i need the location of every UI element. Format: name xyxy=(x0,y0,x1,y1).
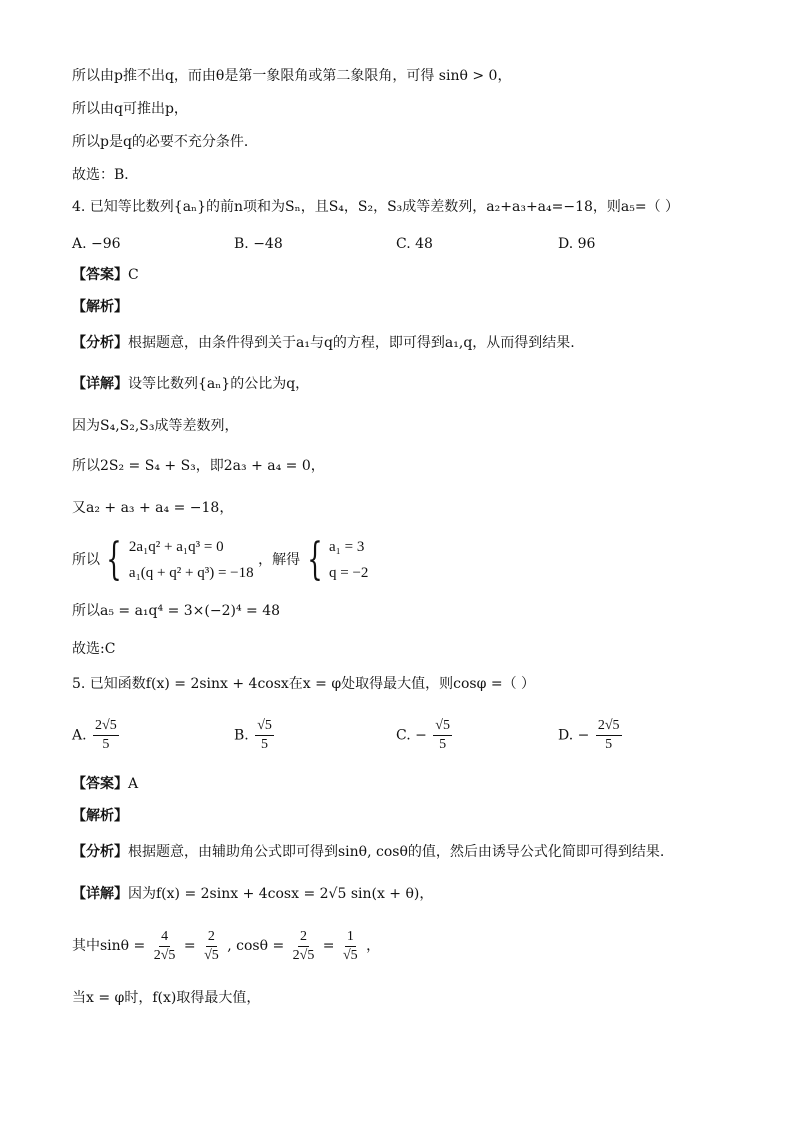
text-line: 故选：B． xyxy=(72,167,139,183)
denominator: 5 xyxy=(605,737,613,752)
q4-option-b: B. −48 xyxy=(234,236,283,252)
analysis-heading xyxy=(72,806,128,826)
q5-option-d xyxy=(558,718,624,753)
analysis-label: 【解析】 xyxy=(72,808,128,824)
xiangjie-text: 因为f(x) = 2sinx + 4cosx = 2√5 sin(x + θ)， xyxy=(128,886,434,902)
option-letter: C. − xyxy=(396,727,427,744)
left-brace: { xyxy=(306,534,323,585)
text-fragment: 其中sinθ = xyxy=(72,938,146,954)
numerator: √5 xyxy=(255,718,274,736)
numerator: √5 xyxy=(433,718,452,736)
equation-system-2 xyxy=(329,534,368,586)
xiangjie-line xyxy=(72,884,433,904)
xiangjie-line xyxy=(72,374,309,394)
text-fragment: ，解得 xyxy=(258,552,301,568)
numerator: 2√5 xyxy=(596,718,622,736)
fenxi-line xyxy=(72,842,664,862)
fenxi-label: 【分析】 xyxy=(72,335,128,351)
text-fragment: ， xyxy=(366,938,381,954)
answer-line xyxy=(72,774,138,794)
text-line: 故选:C xyxy=(72,641,116,657)
denominator: 5 xyxy=(102,737,110,752)
text-line: 所以a₅ = a₁q⁴ = 3×(−2)⁴ = 48 xyxy=(72,603,281,619)
denominator: 5 xyxy=(261,737,269,752)
text-line: 所以由p推不出q，而由θ是第一象限角或第二象限角，可得 sinθ > 0， xyxy=(72,68,512,84)
equation-row: 2a₁q² + a₁q³ = 0 xyxy=(128,539,224,555)
text-fragment: , cosθ = xyxy=(227,938,285,954)
q4-option-c: C. 48 xyxy=(396,236,433,252)
text-fragment: = xyxy=(322,938,335,954)
q4-option-a: A. −96 xyxy=(72,236,121,252)
text-line: 又a₂ + a₃ + a₄ = −18， xyxy=(72,500,234,516)
text-line: 因为S₄,S₂,S₃成等差数列， xyxy=(72,418,239,434)
equation-system-line xyxy=(72,534,368,586)
fraction xyxy=(291,929,317,964)
answer-line xyxy=(72,265,139,285)
q4-option-d: D. 96 xyxy=(558,236,596,252)
fenxi-text: 根据题意，由条件得到关于a₁与q的方程，即可得到a₁,q，从而得到结果. xyxy=(128,335,575,351)
fraction xyxy=(152,929,178,964)
left-brace: { xyxy=(106,534,123,585)
fenxi-text: 根据题意，由辅助角公式即可得到sinθ, cosθ的值，然后由诱导公式化简即可得到结果. xyxy=(128,844,665,860)
q5-option-c xyxy=(396,718,454,753)
numerator: 2√5 xyxy=(93,718,119,736)
fraction xyxy=(255,718,274,753)
denominator: 5 xyxy=(439,737,447,752)
text-fragment: 所以 xyxy=(72,552,100,568)
xiangjie-text: 设等比数列{aₙ}的公比为q， xyxy=(128,376,310,392)
text-fragment: = xyxy=(183,938,196,954)
denominator: 2√5 xyxy=(292,947,315,963)
numerator: 1 xyxy=(345,929,356,947)
q5-option-a xyxy=(72,718,121,753)
numerator: 2 xyxy=(206,929,217,947)
q5-option-b xyxy=(234,718,276,753)
fraction-line xyxy=(72,926,380,966)
option-letter: D. − xyxy=(558,727,590,744)
fraction xyxy=(341,929,360,964)
equation-row: a₁(q + q² + q³) = −18 xyxy=(128,565,254,581)
equation-system-1 xyxy=(129,534,254,586)
text-line: 所以p是q的必要不充分条件． xyxy=(72,134,258,150)
xiangjie-label: 【详解】 xyxy=(72,886,128,902)
numerator: 2 xyxy=(298,929,309,947)
analysis-heading xyxy=(72,297,128,317)
equation-row: q = −2 xyxy=(328,565,369,581)
fraction xyxy=(202,929,221,964)
fraction xyxy=(596,718,622,753)
denominator: √5 xyxy=(342,947,358,963)
option-letter: A. xyxy=(72,727,87,744)
denominator: √5 xyxy=(204,947,219,963)
option-letter: B. xyxy=(234,727,249,744)
equation-row: a₁ = 3 xyxy=(328,539,365,555)
fenxi-line xyxy=(72,333,575,353)
question-4-stem: 4. 已知等比数列{aₙ}的前n项和为Sₙ，且S₄，S₂，S₃成等差数列，a₂+a₃+a₄=−18，则a₅=（ ） xyxy=(72,199,680,215)
text-line: 所以2S₂ = S₄ + S₃，即2a₃ + a₄ = 0， xyxy=(72,458,325,474)
answer-label: 【答案】 xyxy=(72,267,128,283)
fraction xyxy=(93,718,119,753)
numerator: 4 xyxy=(159,929,170,947)
fraction xyxy=(433,718,452,753)
text-line: 所以由q可推出p， xyxy=(72,101,188,117)
denominator: 2√5 xyxy=(153,947,176,963)
question-5-stem: 5. 已知函数f(x) = 2sinx + 4cosx在x = φ处取得最大值，则cosφ =（ ） xyxy=(72,676,536,692)
text-line: 当x = φ时，f(x)取得最大值， xyxy=(72,990,261,1006)
answer-value: C xyxy=(128,267,139,283)
analysis-label: 【解析】 xyxy=(72,299,128,315)
answer-value: A xyxy=(128,776,139,792)
fenxi-label: 【分析】 xyxy=(72,844,128,860)
xiangjie-label: 【详解】 xyxy=(72,376,128,392)
answer-label: 【答案】 xyxy=(72,776,128,792)
